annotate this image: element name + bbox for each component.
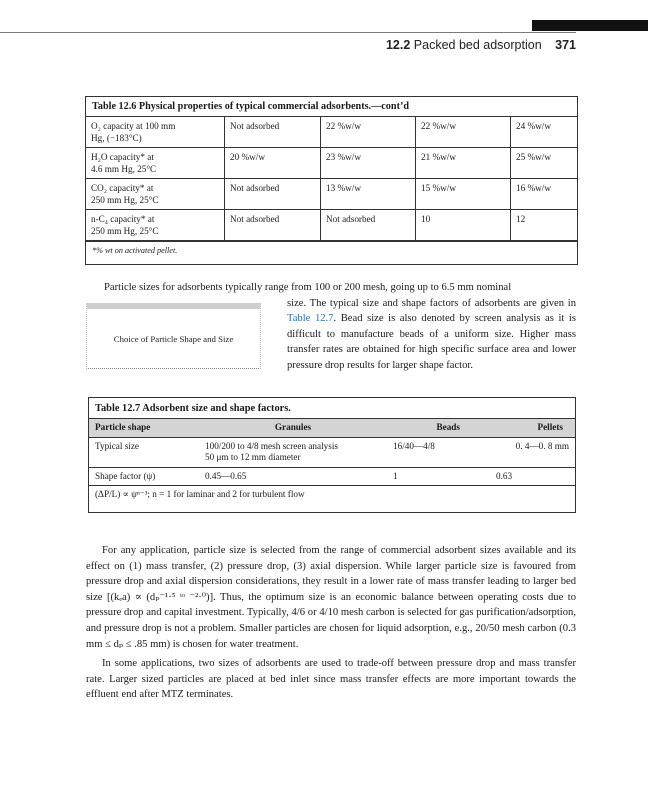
table-cell: 0. 4—0. 8 mm — [515, 440, 569, 451]
table-cell: 13 %w/w — [320, 179, 415, 209]
table-cell: O₂ capacity at 100 mm Hg, (−183°C) — [91, 121, 176, 143]
header-bar — [532, 20, 648, 31]
table-row — [89, 438, 575, 467]
table-header-cell: Particle shape — [95, 422, 151, 432]
table-row — [89, 467, 575, 486]
table-row — [86, 117, 577, 148]
table-caption: Table 12.7 Adsorbent size and shape factors. — [95, 403, 291, 414]
table-12-7-link[interactable]: Table 12.7 — [287, 313, 334, 325]
table-cell: H₂O capacity* at 4.6 mm Hg, 25°C — [91, 152, 157, 174]
paragraph-wrapped: size. The typical size and shape factors of adsorbents are given in Table 12.7. Bead size is also denoted by screen analysis as it is difficult to manufacture beads of a uniform size. Higher mass transfer rates are obtained for high specific surface area and lower pressure drop results for larger shape factor. — [287, 297, 576, 371]
table-footnote: (ΔP/L) ∝ ψⁿ⁻³; n = 1 for laminar and 2 for turbulent flow — [89, 485, 575, 503]
paragraph: In some applications, two sizes of adsorbents are used to trade-off between pressure drop and mass transfer rate. Larger sized particles are placed at bed inlet since mass transfer effects are more important towards the effluent end after MTZ terminates. — [86, 658, 576, 701]
table-row — [86, 179, 577, 210]
running-head — [386, 38, 576, 52]
table-cell: 20 %w/w — [224, 148, 320, 178]
table-12-6 — [85, 96, 578, 265]
table-footnote: *% wt on activated pellet. — [86, 241, 577, 264]
table-cell: Not adsorbed — [224, 117, 320, 147]
table-cell: n-C₄ capacity* at 250 mm Hg, 25°C — [91, 214, 159, 236]
table-cell: 25 %w/w — [510, 148, 577, 178]
table-cell: 0.63 — [496, 470, 513, 481]
table-header-cell: Granules — [274, 422, 312, 432]
table-cell: 16 %w/w — [510, 179, 577, 209]
table-cell: Not adsorbed — [224, 179, 320, 209]
table-cell: 21 %w/w — [415, 148, 510, 178]
table-cell: 0.45—0.65 — [205, 470, 247, 481]
header-rule — [0, 32, 576, 33]
table-cell: 22 %w/w — [415, 117, 510, 147]
section-title: Packed bed adsorption — [413, 38, 542, 52]
table-cell: 10 — [415, 210, 510, 240]
table-cell: Shape factor (ψ) — [95, 470, 156, 481]
table-cell: Not adsorbed — [224, 210, 320, 240]
section-number: 12.2 — [385, 38, 411, 52]
table-12-7 — [88, 397, 576, 513]
margin-note-label: Choice of Particle Shape and Size — [113, 333, 234, 344]
table-cell: 12 — [510, 210, 577, 240]
table-header-cell: Pellets — [537, 422, 563, 432]
inline-formula: [(kₑa) ∝ (dₚ⁻¹·⁵ ᵗᵒ ⁻²·⁰)] — [106, 591, 214, 603]
table-cell: 24 %w/w — [510, 117, 577, 147]
table-caption: Table 12.6 Physical properties of typical commercial adsorbents.—cont’d — [86, 97, 577, 117]
table-cell: Not adsorbed — [320, 210, 415, 240]
table-cell: 15 %w/w — [415, 179, 510, 209]
table-header-cell: Beads — [436, 422, 460, 432]
table-cell: 16/40—4/8 — [393, 440, 435, 451]
paragraph: For any application, particle size is selected from the range of commercial adsorbent sizes available and its effect on (1) mass transfer, (2) pressure drop, (3) axial dispersion. While larger particle size is favoured from pressure drop and axial dispersion considerations, they result in a lower rate of mass transfer leading to larger bed size [(kₑa) ∝ (dₚ⁻¹·⁵ ᵗᵒ ⁻²·⁰)]. Thus, the optimum size is an economic balance between operating costs due to pressure drop and capital investment. Typically, 4/6 or 4/10 mesh carbon is selected for gas purification/adsorption, and pressure drop is not a problem. Smaller particles are chosen for liquid adsorption, e.g., 20/50 mesh carbon (0.3 mm ≤ dₚ ≤ .85 mm) is chosen for water treatment. — [86, 545, 576, 650]
paragraph-line: Particle sizes for adsorbents typically range from 100 or 200 mesh, going up to 6.5 mm nominal — [104, 282, 512, 293]
table-row — [86, 210, 577, 241]
table-cell: Typical size — [95, 440, 139, 451]
table-cell: 22 %w/w — [320, 117, 415, 147]
table-cell: 1 — [393, 470, 398, 481]
table-cell: CO₂ capacity* at 250 mm Hg, 25°C — [91, 183, 159, 205]
table-cell: 100/200 to 4/8 mesh screen analysis 50 μm to 12 mm diameter — [205, 440, 338, 462]
margin-note-box — [86, 303, 261, 369]
table-row — [86, 148, 577, 179]
table-cell: 23 %w/w — [320, 148, 415, 178]
table-header-row — [89, 418, 575, 438]
page-number: 371 — [555, 38, 576, 52]
